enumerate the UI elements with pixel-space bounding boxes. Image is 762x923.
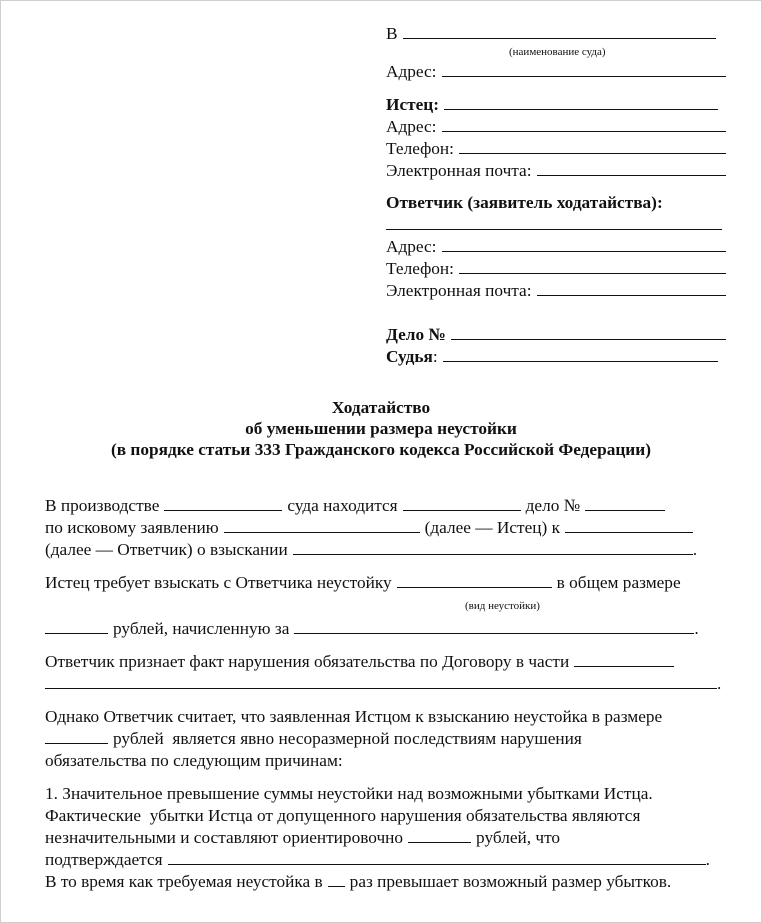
document-body (45, 1, 725, 922)
text: 1. Значительное превышение суммы неустойки над возможными убытками Истца. (45, 784, 653, 803)
case-number-label: Дело № (386, 325, 446, 344)
penalty-type-blank[interactable] (397, 572, 552, 588)
text: обязательства по следующим причинам: (45, 751, 343, 770)
text: (далее — Истец) к (424, 518, 560, 537)
paragraph-4-line-1 (45, 706, 662, 728)
claimed-penalty-blank[interactable] (45, 728, 108, 744)
judge-label: Судья (386, 347, 433, 366)
text: Истец требует взыскать с Ответчика неустойку (45, 573, 392, 592)
evidence-blank[interactable] (168, 849, 706, 865)
paragraph-1-line-2 (45, 517, 698, 539)
text: . (694, 619, 699, 638)
text: рублей, что (476, 828, 561, 847)
text: по исковому заявлению (45, 518, 219, 537)
penalty-amount-blank[interactable] (45, 618, 108, 634)
paragraph-5-line-1 (45, 783, 653, 805)
defendant-address-label: Адрес: (386, 237, 437, 256)
paragraph-1-line-3 (45, 539, 697, 561)
defendant-blank[interactable] (565, 517, 693, 533)
paragraph-4-line-3 (45, 750, 343, 772)
penalty-type-note: (вид неустойки) (465, 600, 540, 612)
text: Ответчик признает факт нарушения обязательства по Договору в части (45, 652, 570, 671)
defendant-phone-label: Телефон: (386, 259, 454, 278)
text: суда находится (287, 496, 398, 515)
to-label: В (386, 24, 398, 43)
claim-subject-blank[interactable] (293, 539, 693, 555)
plaintiff-address-label: Адрес: (386, 117, 437, 136)
paragraph-3-line-1 (45, 651, 674, 673)
paragraph-2-line-2 (45, 618, 699, 640)
text: . (705, 850, 710, 869)
ratio-blank[interactable] (328, 871, 345, 887)
text: . (717, 674, 722, 693)
paragraph-1-line-1 (45, 495, 670, 517)
paragraph-5-line-2 (45, 805, 640, 827)
text: (далее — Ответчик) о взыскании (45, 540, 288, 559)
defendant-label: Ответчик (заявитель ходатайства): (386, 193, 663, 212)
court-name-blank[interactable] (164, 495, 282, 511)
court-name-note: (наименование суда) (509, 46, 606, 58)
penalty-period-blank[interactable] (294, 618, 694, 634)
text: рублей является явно несоразмерной последствиям нарушения (113, 729, 582, 748)
document-legal-basis: (в порядке статьи 333 Гражданского кодекса Российской Федерации) (111, 440, 651, 459)
text: подтверждается (45, 850, 163, 869)
plaintiff-email-label: Электронная почта: (386, 161, 532, 180)
violation-detail-blank[interactable] (45, 673, 717, 689)
text: В производстве (45, 496, 160, 515)
plaintiff-blank[interactable] (224, 517, 420, 533)
paragraph-5-line-4 (45, 849, 710, 871)
text: рублей, начисленную за (113, 619, 290, 638)
paragraph-5-line-5 (45, 871, 671, 893)
violation-part-blank[interactable] (574, 651, 674, 667)
case-number-blank[interactable] (585, 495, 665, 511)
plaintiff-label: Истец: (386, 95, 439, 114)
text: Фактические убытки Истца от допущенного нарушения обязательства являются (45, 806, 641, 825)
court-address-label: Адрес: (386, 62, 437, 81)
text: в общем размере (556, 573, 681, 592)
paragraph-5-line-3 (45, 827, 560, 849)
paragraph-2-line-1 (45, 572, 681, 594)
text: Однако Ответчик считает, что заявленная Истцом к взысканию неустойка в размере (45, 707, 663, 726)
paragraph-3-line-2 (45, 673, 721, 695)
court-location-blank[interactable] (403, 495, 521, 511)
paragraph-4-line-2 (45, 728, 582, 750)
plaintiff-phone-label: Телефон: (386, 139, 454, 158)
text: раз превышает возможный размер убытков. (349, 872, 672, 891)
text: . (692, 540, 698, 559)
judge-colon: : (432, 347, 438, 366)
text: дело № (525, 496, 581, 515)
document-title: Ходатайство (331, 398, 431, 417)
document-subtitle: об уменьшении размера неустойки (245, 419, 517, 438)
text: незначительными и составляют ориентировочно (45, 828, 404, 847)
defendant-email-label: Электронная почта: (386, 281, 532, 300)
actual-losses-blank[interactable] (408, 827, 471, 843)
text: В то время как требуемая неустойка в (45, 872, 323, 891)
